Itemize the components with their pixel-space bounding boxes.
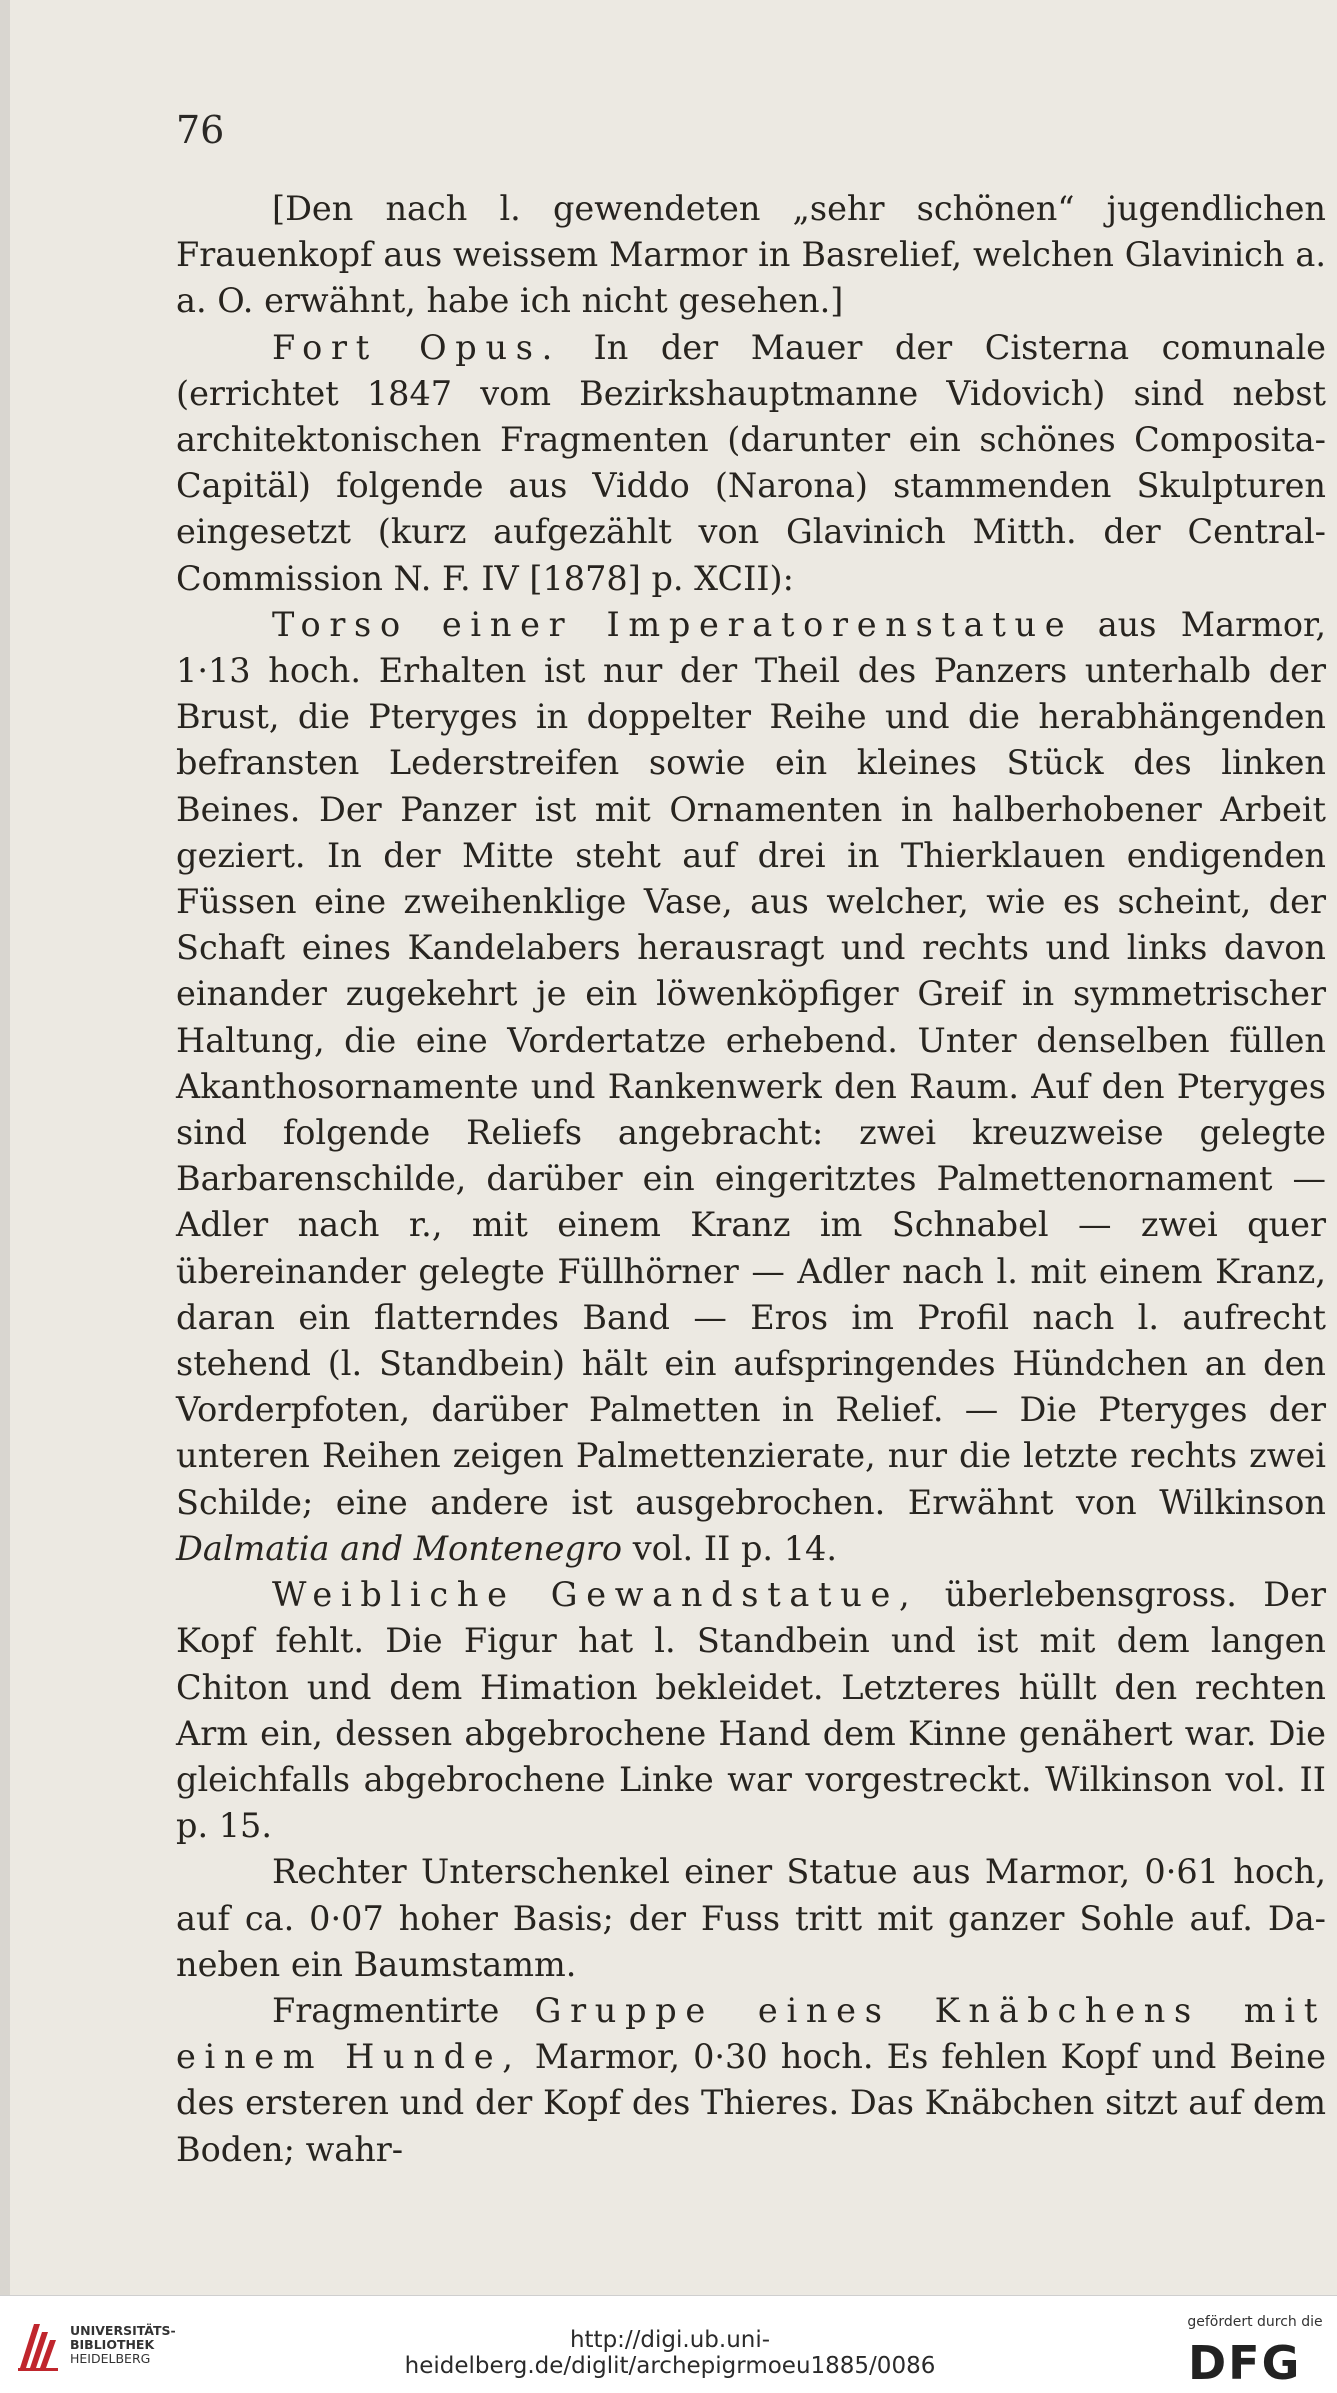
text-run: überlebensgross. Der Kopf fehlt. Die Figur hat l. Standbein und ist mit dem langen Chiton und dem Himation bekleidet. Letzteres hüllt den rechten Arm ein, dessen abgebrochene Hand dem Kinne genähert war. Die gleichfalls abgebrochene Linke war vorgestreckt. Wilkinson vol. II p. 15. <box>176 1575 1326 1846</box>
text-run: aus Marmor, 1·13 hoch. Erhalten ist nur der Theil des Panzers unterhalb der Brust, die Pteryges in doppelter Reihe und die herabhängenden befransten Lederstreifen sowie ein kleines Stück des linken Beines. Der Panzer ist mit Ornamenten in halberhobener Arbeit geziert. In der Mitte steht auf drei in Thierklauen endigenden Füssen eine zweihenklige Vase, aus welcher, wie es scheint, der Schaft eines Kandelabers herausragt und rechts und links davon einander zugekehrt je ein löwenköpfiger Greif in symmetrischer Haltung, die eine Vordertatze erhebend. Unter denselben füllen Akanthosornamente und Rankenwerk den Raum. Auf den Pteryges sind folgende Reliefs angebracht: zwei kreuzweise gelegte Barbarenschilde, darüber ein eingeritztes Palmettenornament — Adler nach r., mit einem Kranz im Schnabel — zwei quer übereinander gelegte Füllhörner — Adler nach l. mit einem Kranz, daran ein flatterndes Band — Eros im Profil nach l. aufrecht stehend (l. Standbein) hält ein aufspringendes Hündchen an den Vorderpfoten, darüber Palmetten in Relief. — Die Pteryges der unteren Reihen zeigen Palmettenzierate, nur die letzte rechts zwei Schilde; eine andere ist ausgebrochen. Erwähnt von Wilkinson <box>176 604 1326 1522</box>
paragraph <box>176 602 1326 1572</box>
book-title: Dalmatia and Montenegro <box>176 1528 623 1568</box>
paragraph <box>176 1849 1326 1988</box>
page-url[interactable]: http://digi.ub.uni-heidelberg.de/diglit/archepigrmoeu1885/0086 <box>404 2327 936 2379</box>
text-run: vol. II p. 14. <box>622 1528 837 1568</box>
text-run: Fragmentirte <box>272 1990 535 2030</box>
dfg-logo-icon: DFG <box>1188 2336 1302 2390</box>
text-run: Rechter Unterschenkel einer Statue aus Marmor, 0·61 hoch, auf ca. 0·07 hoher Basis; der Fuss tritt mit ganzer Sohle auf. Daneben ein Baumstamm. <box>176 1852 1326 1984</box>
text-run: [Den nach l. gewendeten „sehr schönen“ jugendlichen Frauenkopf aus weissem Marmor in Basrelief, welchen Glavinich a. a. O. erwähnt, habe ich nicht gesehen.] <box>176 189 1326 321</box>
text-run: Marmor, 0·30 hoch. Es fehlen Kopf und Beine des ersteren und der Kopf des Thieres. Das Knäbchen sitzt auf dem Boden; wahr- <box>176 2037 1326 2169</box>
spaced-heading: Torso einer Imperatorenstatue <box>272 604 1074 644</box>
funder-caption: gefördert durch die <box>1187 2314 1323 2330</box>
paragraph <box>176 1572 1326 1849</box>
paragraph <box>176 186 1326 325</box>
scanned-page <box>10 0 1337 2295</box>
university-library-name: UNIVERSITÄTS- BIBLIOTHEK HEIDELBERG <box>70 2323 176 2366</box>
text-run: In der Mauer der Cisterna comunale (errichtet 1847 vom Bezirkshauptmanne Vidovich) sind nebst architektonischen Fragmenten (darunter ein schönes Composita-Capitäl) folgende aus Viddo (Narona) stammenden Skulpturen eingesetzt (kurz aufgezählt von Glavinich Mitth. der Central-Commission N. F. IV [1878] p. XCII): <box>176 327 1326 598</box>
spaced-heading: Gruppe eines Knäbchens mit einem Hunde, <box>176 1990 1327 2077</box>
paragraph <box>176 325 1326 602</box>
viewer-footer <box>0 2295 1337 2393</box>
spaced-heading: Weibliche Gewandstatue, <box>272 1575 919 1615</box>
page-text <box>176 186 1326 2173</box>
page-number: 76 <box>176 108 225 152</box>
paragraph <box>176 1988 1326 2173</box>
university-library-logo-icon <box>14 2318 60 2372</box>
spaced-heading: Fort Opus. <box>272 327 562 367</box>
